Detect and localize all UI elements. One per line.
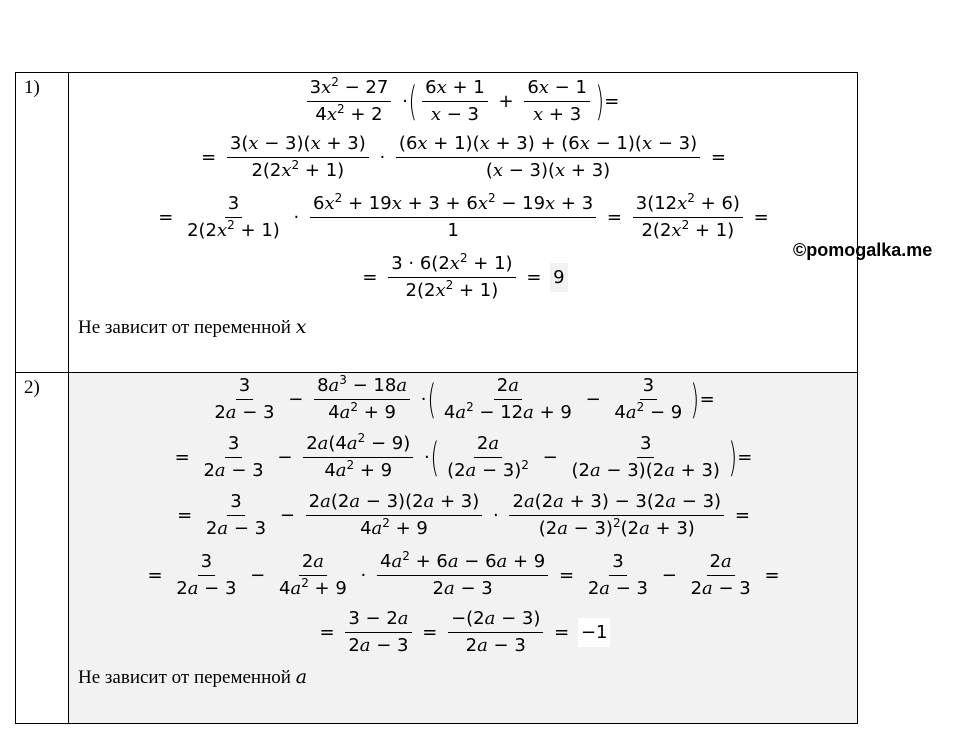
solution-table <box>15 72 858 724</box>
task-2-math <box>70 373 857 723</box>
equation-line: = $\frac{3}{2a - 3}$ − $\frac{2a(2a - 3)(2a + 3)}{4a^2 + 9}$ · $\frac{2a(2a + 3) - 3(2a - 3)}{(2a - 3)^2(2a + 3)}$ = <box>177 491 750 539</box>
variable-name: x <box>295 316 307 338</box>
task-row-1 <box>16 73 857 373</box>
equation-line: = $\frac{3 - 2a}{2a - 3}$ = $\frac{-(2a - 3)}{2a - 3}$ = −1 <box>70 608 857 657</box>
equation-line: = $\frac{3(x - 3)(x + 3)}{2(2x^2 + 1)}$ · $\frac{(6x + 1)(x + 3) + (6x - 1)(x - 3)}{(x - 3)(x + 3)}$ = <box>201 133 726 181</box>
watermark: ©pomogalka.me <box>793 240 933 260</box>
result-value: −1 <box>578 618 611 647</box>
equation-line: $\frac{3}{2a - 3}$ − $\frac{8a^3 - 18a}{4a^2 + 9}$ ·( $\frac{2a}{4a^2 - 12a + 9}$ − $\frac{3}{4a^2 - 9}$ )= <box>214 373 715 423</box>
conclusion-text <box>78 316 306 339</box>
task-row-2 <box>16 373 857 723</box>
conclusion-text <box>78 666 307 689</box>
equation-line: $\frac{3x^2 - 27}{4x^2 + 2}$ ·( $\frac{6x + 1}{x - 3}$ + $\frac{6x - 1}{x + 3}$ )= <box>70 77 857 126</box>
equation-line: = $\frac{3}{2a - 3}$ − $\frac{2a}{4a^2 + 9}$ · $\frac{4a^2 + 6a - 6a + 9}{2a - 3}$ = $\frac{3}{2a - 3}$ − $\frac{2a}{2a - 3}$ = <box>147 549 780 599</box>
task-1-math <box>70 73 857 372</box>
conclusion-label: Не зависит от переменной <box>78 317 291 338</box>
equation-line: = $\frac{3}{2a - 3}$ − $\frac{2a(4a^2 - 9)}{4a^2 + 9}$ ·( $\frac{2a}{(2a - 3)^2}$ − $\frac{3}{(2a - 3)(2a + 3)}$ )= <box>174 431 753 481</box>
variable-name: a <box>295 666 308 688</box>
task-number: 2) <box>16 373 69 723</box>
equation-line: = $\frac{3 \cdot 6(2x^2 + 1)}{2(2x^2 + 1)}$ = 9 <box>70 253 857 302</box>
conclusion-label: Не зависит от переменной <box>78 667 291 688</box>
equation-line: = $\frac{3}{2(2x^2 + 1)}$ · $\frac{6x^2 + 19x + 3 + 6x^2 - 19x + 3}{1}$ = $\frac{3(12x^2 + 6)}{2(2x^2 + 1)}$ = <box>158 191 769 241</box>
task-number: 1) <box>16 73 69 372</box>
result-value: 9 <box>550 263 567 292</box>
